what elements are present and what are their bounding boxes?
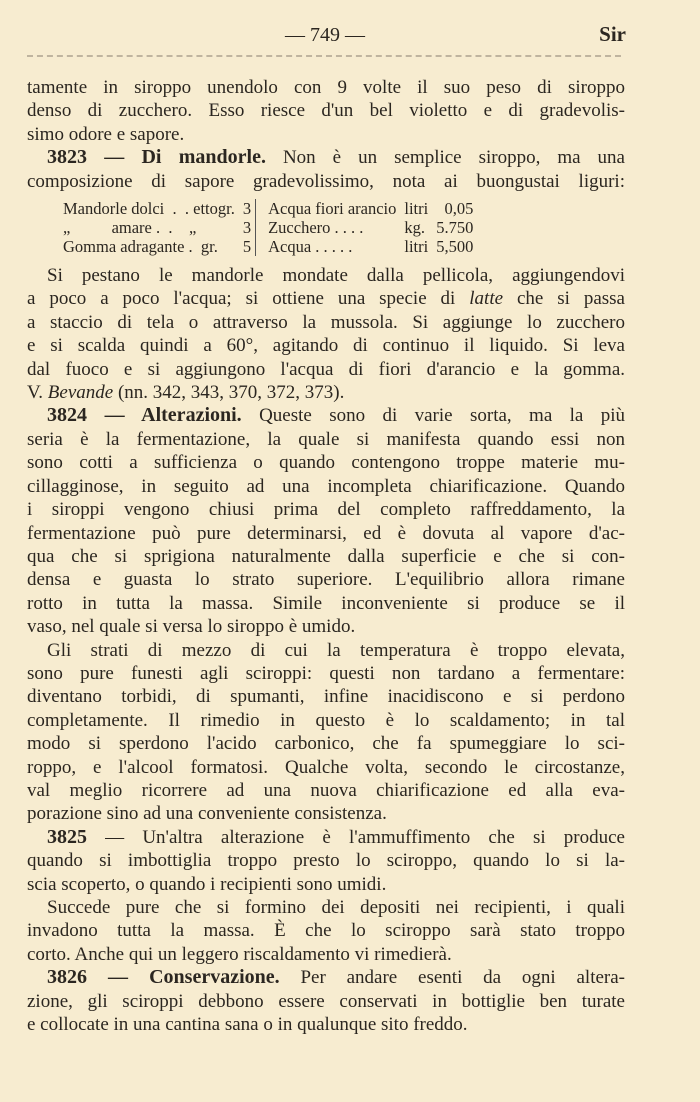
text-run: che si passa: [503, 288, 625, 310]
text-line: [27, 170, 625, 193]
text-run: val meglio ricorrere ad una nuova chiarificazione ed alla eva-: [27, 779, 625, 801]
text-line: [27, 873, 625, 896]
table-cell: Acqua . . . . .: [256, 237, 401, 256]
table-cell: 5.750: [436, 218, 474, 238]
text-run: composizione di sapore gradevolissimo, nota ai buongustai liguri:: [27, 170, 625, 192]
text-line: [27, 826, 625, 849]
table-row: [59, 237, 477, 256]
table-cell: „ amare . . „: [63, 218, 197, 238]
text-run: vaso, nel quale si versa lo siroppo è umido.: [27, 616, 356, 638]
page-number: — 749 —: [285, 24, 365, 46]
text-run: sono cotti a sufficienza o quando contengono troppe materie mu-: [27, 452, 625, 474]
text-line: [27, 545, 625, 568]
text-line: [27, 966, 625, 989]
text-line: [27, 756, 625, 779]
paragraph: [27, 639, 625, 826]
section-heading: 3825: [47, 825, 87, 848]
table-row: [59, 218, 477, 237]
text-line: [27, 451, 625, 474]
text-line: [27, 568, 625, 591]
text-line: [27, 99, 625, 122]
section-heading: 3823 — Di mandorle.: [47, 146, 266, 169]
text-run: dal fuoco e si aggiungono l'acqua di fiori d'arancio e la gomma.: [27, 358, 625, 380]
text-run: Per andare esenti da ogni altera-: [279, 967, 625, 989]
text-run: zione, gli sciroppi debbono essere conservati in bottiglie ben turate: [27, 990, 625, 1012]
text-run: cillagginose, in seguito ad una incompleta chiarificazione. Quando: [27, 475, 625, 497]
table-cell: 5: [242, 237, 252, 257]
text-run: corto. Anche qui un leggero riscaldamento vi rimedierà.: [27, 943, 452, 965]
text-line: [27, 990, 625, 1013]
text-run: densa e guasta lo strato superiore. L'equilibrio allora rimane: [27, 569, 625, 591]
text-line: [27, 311, 625, 334]
text-run: a poco a poco l'acqua; si ottiene una specie di: [27, 288, 470, 310]
paragraph: [27, 76, 625, 146]
text-run: V.: [27, 382, 48, 404]
text-line: [27, 732, 625, 755]
text-run: — Un'altra alterazione è l'ammuffimento che si produce: [87, 826, 625, 848]
text-line: [27, 334, 625, 357]
table-cell: Mandorle dolci . . ettogr.: [63, 199, 235, 219]
text-line: [27, 358, 625, 381]
text-line: [27, 919, 625, 942]
text-run: Si pestano le mandorle mondate dalla pellicola, aggiungendovi: [47, 265, 625, 287]
paragraph: [27, 826, 625, 896]
text-line: [27, 264, 625, 287]
text-run: quando si imbottiglia troppo presto lo sciroppo, quando lo si la-: [27, 850, 625, 872]
text-run: diventano torbidi, di spumanti, infine inacidiscono e si perdono: [27, 686, 625, 708]
paragraph: [27, 966, 625, 1036]
text-run: Succede pure che si formino dei depositi nei recipienti, i quali: [47, 897, 625, 918]
section-heading: 3826 — Conservazione.: [47, 966, 280, 989]
paragraph: [27, 896, 625, 966]
paragraph: [27, 146, 625, 193]
table-cell: Zucchero . . . .: [256, 218, 401, 237]
text-run: tamente in siroppo unendolo con 9 volte il suo peso di siroppo: [27, 77, 625, 98]
text-run: Non è un semplice siroppo, ma una: [265, 147, 625, 169]
text-run: roppo, e l'alcool formatosi. Qualche volta, secondo le circostanze,: [27, 756, 625, 778]
text-line: [27, 428, 625, 451]
paragraph: [27, 404, 625, 638]
text-line: [27, 592, 625, 615]
text-line: [27, 896, 625, 919]
text-line: [27, 709, 625, 732]
text-run: Queste sono di varie sorta, ma la più: [241, 405, 625, 427]
text-line: [27, 615, 625, 638]
text-run: porazione sino ad una conveniente consistenza.: [27, 803, 387, 825]
text-run: simo odore e sapore.: [27, 123, 185, 145]
table-cell: 3: [242, 218, 252, 238]
table-cell: 0,05: [444, 199, 474, 219]
text-line: [27, 404, 625, 427]
text-line: [27, 662, 625, 685]
text-run: modo si sperdono l'acido carbonico, che fa spumeggiare lo sci-: [27, 733, 625, 755]
text-line: [27, 146, 625, 169]
text-line: [27, 287, 625, 310]
paragraph: [27, 264, 625, 404]
table-cell: litri: [404, 237, 429, 257]
table-row: [59, 199, 477, 218]
text-line: [27, 685, 625, 708]
italic-text: Bevande: [47, 382, 114, 404]
text-line: [27, 381, 625, 404]
text-run: (nn. 342, 343, 370, 372, 373).: [113, 382, 345, 404]
text-line: [27, 76, 625, 99]
header-rule: [27, 55, 621, 57]
ingredients-table: [59, 199, 477, 256]
text-run: e si scalda quindi a 60°, agitando di continuo il liquido. Si leva: [27, 335, 625, 357]
text-run: a staccio di tela o attraverso la mussola. Si aggiunge lo zucchero: [27, 311, 625, 333]
text-line: [27, 802, 625, 825]
table-cell: Acqua fiori arancio: [256, 199, 401, 218]
running-header: Sir: [599, 22, 626, 46]
text-run: completamente. Il rimedio in questo è lo scaldamento; in tal: [27, 709, 625, 731]
table-cell: 3: [242, 199, 252, 219]
table-cell: kg.: [404, 218, 425, 238]
text-run: fermentazione può pure determinarsi, ed è dovuta al vapore d'ac-: [27, 522, 625, 544]
text-run: e collocate in una cantina sana o in qualunque sito freddo.: [27, 1014, 468, 1036]
text-run: sono pure funesti agli sciroppi: questi non tardano a fermentare:: [27, 662, 625, 684]
text-line: [27, 498, 625, 521]
text-run: invadono tutta la massa. È che lo sciroppo sarà stato troppo: [27, 920, 625, 942]
text-run: scia scoperto, o quando i recipienti sono umidi.: [27, 873, 387, 895]
text-run: Gli strati di mezzo di cui la temperatura è troppo elevata,: [47, 639, 625, 661]
text-line: [27, 123, 625, 146]
text-run: rotto in tutta la massa. Simile inconveniente si produce se il: [27, 592, 625, 614]
text-line: [27, 522, 625, 545]
text-run: i siroppi vengono chiusi prima del completo raffreddamento, la: [27, 499, 625, 521]
page-body: [27, 76, 625, 1036]
text-line: [27, 639, 625, 662]
table-cell: Gomma adragante . gr.: [63, 237, 218, 257]
text-line: [27, 779, 625, 802]
text-run: qua che si sprigiona naturalmente dalla superficie e che si con-: [27, 545, 625, 567]
text-line: [27, 943, 625, 966]
table-cell: 5,500: [436, 237, 474, 257]
text-run: seria è la fermentazione, la quale si manifesta quando essi non: [27, 428, 625, 450]
italic-text: latte: [469, 288, 504, 310]
table-cell: litri: [404, 199, 429, 219]
text-line: [27, 475, 625, 498]
text-run: denso di zucchero. Esso riesce d'un bel violetto e di gradevolis-: [27, 100, 625, 122]
text-line: [27, 1013, 625, 1036]
text-line: [27, 849, 625, 872]
section-heading: 3824 — Alterazioni.: [47, 404, 242, 427]
